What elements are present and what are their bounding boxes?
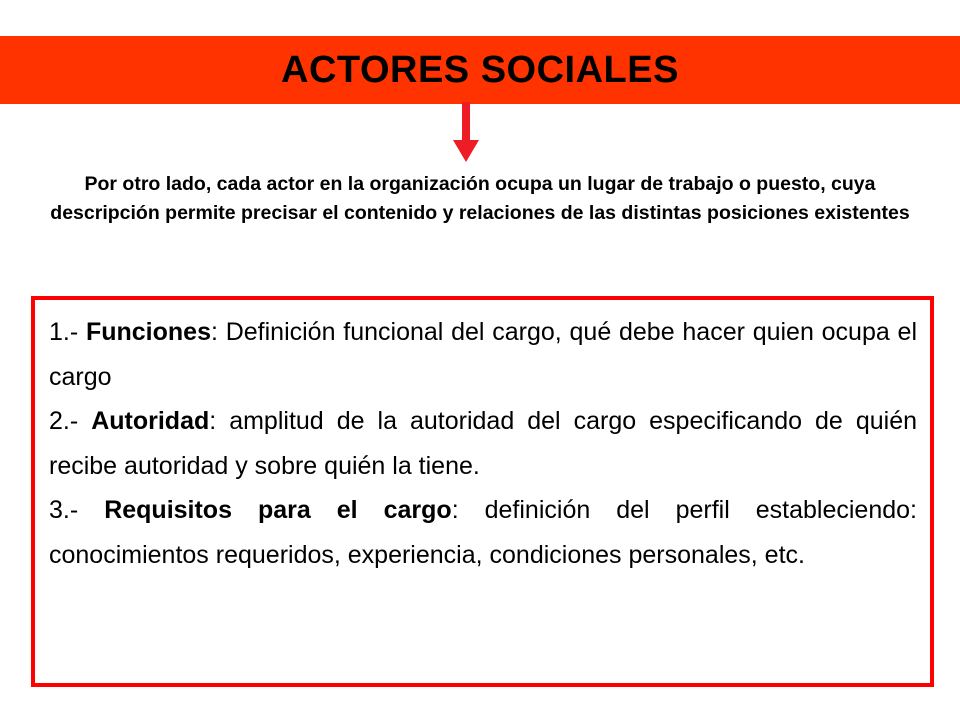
list-item-text: [49, 399, 917, 488]
item-term: Requisitos para el cargo: [104, 496, 452, 524]
list-item-autoridad: [49, 399, 917, 488]
item-description: definición del perfil estableciendo: conocimientos requeridos, experiencia, condiciones personales, etc.: [49, 496, 917, 569]
intro-paragraph: Por otro lado, cada actor en la organización ocupa un lugar de trabajo o puesto, cuya descripción permite precisar el contenido y relaciones de las distintas posiciones existentes: [50, 173, 910, 224]
item-term: Funciones: [85, 318, 211, 346]
item-separator: :: [451, 496, 459, 524]
item-number: 1.-: [49, 318, 79, 346]
item-separator: :: [209, 407, 217, 435]
down-arrow-head: [453, 140, 479, 162]
item-term: Autoridad: [91, 407, 210, 435]
list-item-requisitos: [49, 488, 917, 577]
item-number: 3.-: [49, 496, 79, 524]
slide-title: ACTORES SOCIALES: [281, 48, 679, 91]
item-separator: :: [210, 318, 218, 346]
item-number: 2.-: [49, 407, 79, 435]
list-item-funciones: [49, 310, 917, 399]
down-arrow-shaft: [462, 102, 470, 142]
list-item-text: [49, 310, 917, 399]
item-description: Definición funcional del cargo, qué debe hacer quien ocupa el cargo: [49, 318, 917, 391]
definitions-list: [49, 310, 917, 577]
list-item-text: [49, 488, 917, 577]
item-description: amplitud de la autoridad del cargo especificando de quién recibe autoridad y sobre quién la tiene.: [49, 407, 918, 480]
definitions-box: [31, 296, 934, 687]
title-bar: [0, 36, 960, 104]
down-arrow-icon: [452, 102, 480, 164]
